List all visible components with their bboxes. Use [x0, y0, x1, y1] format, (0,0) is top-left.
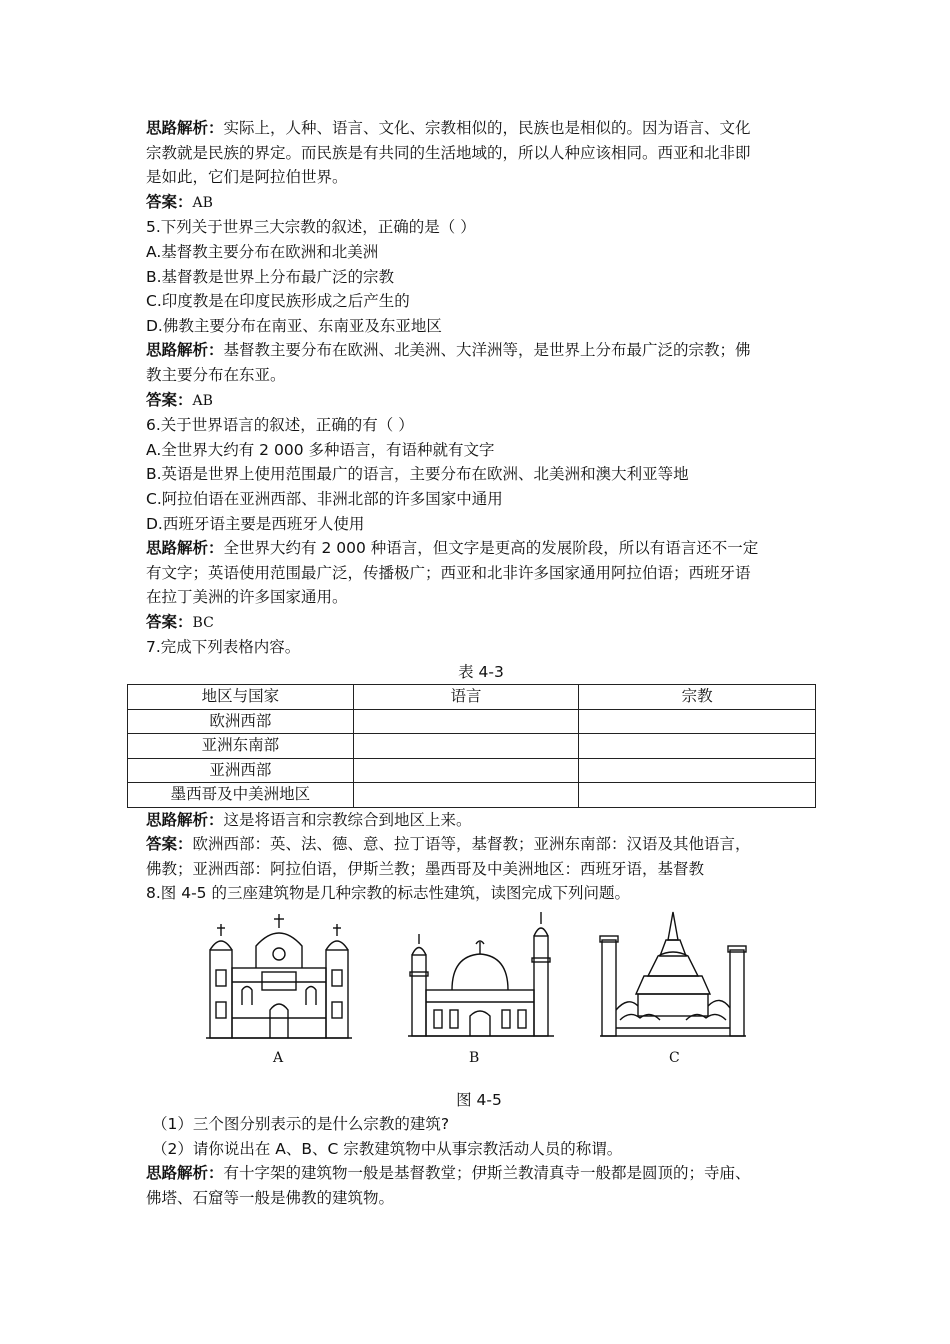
table-cell-region: 亚洲东南部: [128, 734, 354, 759]
q5-option-d: D.佛教主要分布在南亚、东南亚及东亚地区: [146, 316, 442, 335]
q7-answer-line-1: 答案：欧洲西部：英、法、德、意、拉丁语等，基督教；亚洲东南部：汉语及其他语言，: [146, 835, 751, 854]
q8-sub-question-2: （2）请你说出在 A、B、C 宗教建筑物中从事宗教活动人员的称谓。: [152, 1139, 623, 1158]
table-cell-region: 墨西哥及中美洲地区: [128, 783, 354, 808]
q4-analysis-line-1: 思路解析：实际上，人种、语言、文化、宗教相似的，民族也是相似的。因为语言、文化: [146, 119, 751, 137]
table-cell-language-blank[interactable]: [353, 758, 579, 783]
table-cell-religion-blank[interactable]: [579, 758, 816, 783]
table-row: [128, 734, 816, 759]
q6-analysis-line-2: 有文字；英语使用范围最广泛，传播极广；西亚和北非许多国家通用阿拉伯语；西班牙语: [146, 563, 751, 582]
q6-analysis-line-3: 在拉丁美洲的许多国家通用。: [146, 588, 348, 607]
figure-label-b: B: [469, 1049, 480, 1066]
table-cell-language-blank[interactable]: [353, 709, 579, 734]
table-header-region: 地区与国家: [128, 685, 354, 710]
church-illustration: [204, 910, 354, 1040]
table-cell-language-blank[interactable]: [353, 783, 579, 808]
q6-option-d: D.西班牙语主要是西班牙人使用: [146, 514, 365, 533]
q5-analysis-line-2: 教主要分布在东亚。: [146, 365, 286, 384]
q8-analysis-line-1: 思路解析：有十字架的建筑物一般是基督教堂；伊斯兰教清真寺一般都是圆顶的；寺庙、: [146, 1164, 751, 1183]
figure-caption: 图 4-5: [456, 1090, 502, 1109]
q4-analysis-line-3: 是如此，它们是阿拉伯世界。: [146, 168, 348, 187]
q6-question: 6.关于世界语言的叙述，正确的有（ ）: [146, 416, 414, 435]
mosque-illustration: [406, 910, 556, 1040]
document-page: [146, 116, 816, 1210]
q8-question: 8.图 4-5 的三座建筑物是几种宗教的标志性建筑，读图完成下列问题。: [146, 884, 630, 903]
q5-option-c: C.印度教是在印度民族形成之后产生的: [146, 292, 410, 311]
table-cell-region: 亚洲西部: [128, 758, 354, 783]
q6-option-a: A.全世界大约有 2 000 多种语言，有语种就有文字: [146, 440, 495, 459]
q5-analysis-line-1: 思路解析：基督教主要分布在欧洲、北美洲、大洋洲等，是世界上分布最广泛的宗教；佛: [146, 341, 751, 360]
q5-option-a: A.基督教主要分布在欧洲和北美洲: [146, 242, 379, 261]
table-cell-region: 欧洲西部: [128, 709, 354, 734]
table-row: [128, 758, 816, 783]
pagoda-illustration: [598, 910, 748, 1040]
q4-answer: 答案：AB: [146, 192, 213, 211]
region-table: [127, 684, 816, 808]
table-cell-language-blank[interactable]: [353, 734, 579, 759]
table-cell-religion-blank[interactable]: [579, 709, 816, 734]
figure-label-c: C: [669, 1049, 680, 1066]
table-cell-religion-blank[interactable]: [579, 783, 816, 808]
q8-sub-question-1: （1）三个图分别表示的是什么宗教的建筑?: [152, 1114, 450, 1133]
figure-label-a: A: [273, 1049, 284, 1066]
table-header-language: 语言: [353, 685, 579, 710]
q6-option-b: B.英语是世界上使用范围最广的语言，主要分布在欧洲、北美洲和澳大利亚等地: [146, 465, 689, 484]
q5-option-b: B.基督教是世界上分布最广泛的宗教: [146, 267, 395, 286]
table-row: [128, 709, 816, 734]
q6-option-c: C.阿拉伯语在亚洲西部、非洲北部的许多国家中通用: [146, 489, 503, 508]
table-row: [128, 783, 816, 808]
religious-buildings-figure: [146, 910, 816, 1078]
q7-analysis: 思路解析：这是将语言和宗教综合到地区上来。: [146, 810, 472, 829]
q7-question: 7.完成下列表格内容。: [146, 638, 301, 657]
q7-answer-line-2: 佛教；亚洲西部：阿拉伯语，伊斯兰教；墨西哥及中美洲地区：西班牙语，基督教: [146, 859, 705, 878]
q6-analysis-line-1: 思路解析：全世界大约有 2 000 种语言，但文字是更高的发展阶段，所以有语言还不一定: [146, 539, 759, 558]
q6-answer: 答案：BC: [146, 612, 214, 631]
q5-question: 5.下列关于世界三大宗教的叙述，正确的是（ ）: [146, 218, 476, 237]
q8-analysis-line-2: 佛塔、石窟等一般是佛教的建筑物。: [146, 1188, 395, 1207]
table-header-religion: 宗教: [579, 685, 816, 710]
q5-answer: 答案：AB: [146, 390, 213, 409]
q4-analysis-line-2: 宗教就是民族的界定。而民族是有共同的生活地域的，所以人种应该相同。西亚和北非即: [146, 143, 751, 162]
table-header-row: [128, 685, 816, 710]
table-caption: 表 4-3: [458, 663, 504, 682]
table-cell-religion-blank[interactable]: [579, 734, 816, 759]
